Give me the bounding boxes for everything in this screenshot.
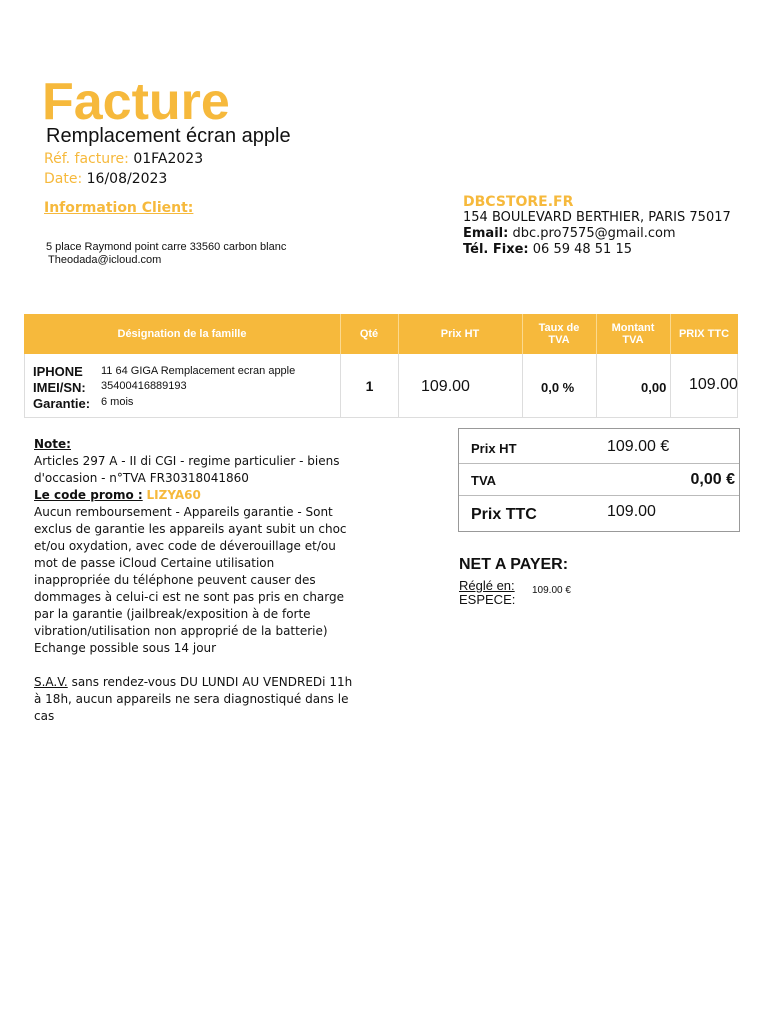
store-email: dbc.pro7575@gmail.com xyxy=(512,226,676,241)
product-label: IPHONE xyxy=(33,364,83,379)
store-phone: 06 59 48 51 15 xyxy=(532,242,633,257)
totals-row-ht xyxy=(459,429,739,464)
table-header xyxy=(24,314,738,354)
store-address: 154 BOULEVARD BERTHIER, PARIS 75017 xyxy=(463,210,731,225)
payment-amount: 109.00 € xyxy=(532,585,571,596)
invoice-ref-row xyxy=(44,150,203,168)
cell-prix-ttc: 109.00 xyxy=(689,376,738,393)
invoice-title: Facture xyxy=(42,73,230,131)
note-body: Aucun remboursement - Appareils garantie - Sont exclus de garantie les appareils ayant subit un choc et/ou oxydation, avec code de déverouillage et/ou mot de passe iCloud Certaine utilisation inappropriée du téléphone peuvent causer des dommages à celui-ci est ne sont pas pris en charge par la garantie (jailbreak/exposition à de forte vibration/utilisation non approprié de la batterie) xyxy=(34,505,347,638)
totals-row-ttc xyxy=(459,495,739,531)
product-value: 11 64 GIGA Remplacement ecran apple xyxy=(101,365,296,377)
invoice-date-label: Date: xyxy=(44,171,83,187)
net-a-payer-title: NET A PAYER: xyxy=(459,556,569,573)
note-articles: Articles 297 A - II di CGI - regime particulier - biens d'occasion - n°TVA FR30318041860 xyxy=(34,454,340,485)
client-address: 5 place Raymond point carre 33560 carbon blanc xyxy=(46,241,287,253)
promo-code: LIZYA60 xyxy=(146,488,201,502)
invoice-ref-value: 01FA2023 xyxy=(133,151,204,167)
cell-taux-tva: 0,0 % xyxy=(523,354,597,417)
note-exchange: Echange possible sous 14 jour xyxy=(34,641,217,655)
warranty-label: Garantie: xyxy=(33,396,91,411)
header-taux-tva: Taux de TVA xyxy=(522,314,597,354)
warranty-value: 6 mois xyxy=(101,396,134,408)
header-qte: Qté xyxy=(340,314,399,354)
invoice-date-row xyxy=(44,170,167,188)
header-prix-ttc: PRIX TTC xyxy=(678,328,730,340)
totals-tva-label: TVA xyxy=(471,473,497,488)
sav-text: sans rendez-vous DU LUNDI AU VENDREDi 11h à 18h, aucun appareils ne sera diagnostiqué dans le cas xyxy=(34,675,353,723)
store-info xyxy=(463,194,731,258)
sav-label: S.A.V. xyxy=(34,675,68,689)
table-row xyxy=(24,354,738,418)
client-info-label: Information Client: xyxy=(44,200,194,216)
invoice-subtitle: Remplacement écran apple xyxy=(46,125,291,147)
note-label: Note: xyxy=(34,437,71,451)
totals-box xyxy=(458,428,740,532)
totals-ht-value: 109.00 € xyxy=(607,438,670,455)
header-designation: Désignation de la famille xyxy=(24,314,341,354)
store-name: DBCSTORE.FR xyxy=(463,194,574,210)
imei-value: 35400416889193 xyxy=(101,380,187,392)
store-email-label: Email: xyxy=(463,226,509,241)
header-montant-tva: Montant TVA xyxy=(596,314,671,354)
cell-qte: 1 xyxy=(341,354,399,417)
payment-regle-label: Réglé en: xyxy=(459,578,515,593)
cell-prix-ht: 109.00 xyxy=(399,354,523,417)
store-phone-label: Tél. Fixe: xyxy=(463,242,529,257)
totals-ht-label: Prix HT xyxy=(471,441,517,456)
items-table xyxy=(24,314,738,418)
totals-ttc-value: 109.00 xyxy=(607,503,656,520)
payment-method: ESPECE: xyxy=(459,592,516,607)
cell-montant-tva: 0,00 xyxy=(597,354,671,417)
promo-label: Le code promo : xyxy=(34,488,143,502)
totals-tva-value: 0,00 € xyxy=(690,471,735,488)
cell-designation xyxy=(25,354,341,417)
store-email-row xyxy=(463,226,731,242)
header-prix-ht: Prix HT xyxy=(398,314,523,354)
invoice-ref-label: Réf. facture: xyxy=(44,151,129,167)
client-email: Theodada@icloud.com xyxy=(48,254,162,266)
totals-ttc-label: Prix TTC xyxy=(471,506,537,523)
totals-row-tva xyxy=(459,463,739,496)
store-phone-row xyxy=(463,242,731,258)
invoice-date-value: 16/08/2023 xyxy=(86,171,168,187)
imei-label: IMEI/SN: xyxy=(33,380,86,395)
notes-section xyxy=(34,436,354,725)
